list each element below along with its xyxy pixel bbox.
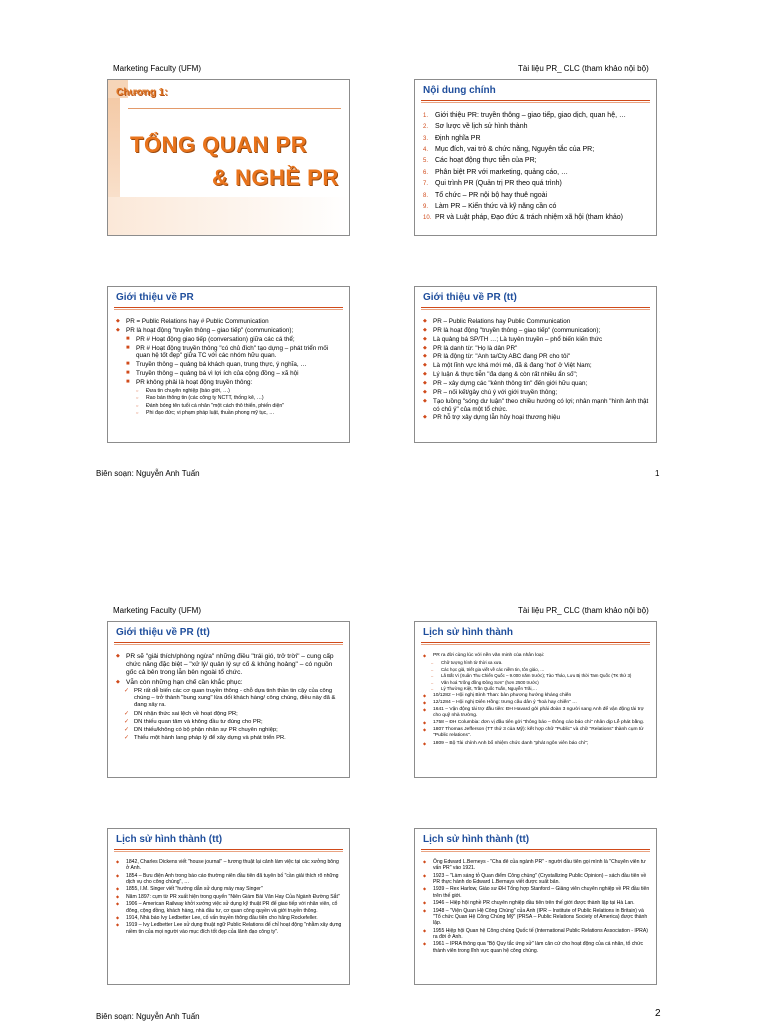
list-item: ■ PR # Hoạt động giao tiếp (conversation) giữa các cá thể;: [126, 335, 295, 343]
list-item: ◆ Vẫn còn những hạn chế cần khắc phục:: [116, 678, 243, 686]
header-right: Tài liệu PR_ CLC (tham khảo nội bộ): [518, 606, 649, 615]
divider: [421, 102, 650, 103]
slide-heading: Giới thiệu về PR: [116, 292, 194, 303]
list-item: ◆ PR – nối kết/gây chú ý với giới truyền thông;: [423, 388, 558, 396]
list-item: 4. Mục đích, vai trò & chức năng, Nguyên tắc của PR;: [423, 146, 595, 154]
list-item: ◆ PR sẽ "giải thích/phòng ngừa" những điều "trái gió, trở trời" – cung cấp chức năng đặc biệt – "xử lý/ quản lý sự cố & khủng hoảng" – có nguồn gốc cả bên trong lẫn bên ngoài tổ chức.: [116, 653, 334, 677]
list-item: ◆ 1939 – Rex Harlow, Giáo sư ĐH Tổng hợp Stanford – Giảng viên chuyên nghiệp về PR đầu tiên trên thế giới.: [423, 886, 650, 899]
header-left: Marketing Faculty (UFM): [113, 606, 202, 615]
header-right: Tài liệu PR_ CLC (tham khảo nội bộ): [518, 64, 649, 73]
divider: [114, 307, 343, 308]
divider: [421, 100, 650, 101]
list-item: ◆ 1955 Hiệp hội Quan hệ Công chúng Quốc tế (International Public Relations Association - IPRA) ra đời ở Anh.: [423, 927, 648, 940]
list-item: ○ Phi đạo đức; vi phạm pháp luật, thuần phong mỹ tục, …: [136, 410, 275, 417]
list-item: ◆ PR là danh từ: "Họ là dân PR": [423, 344, 518, 352]
divider: [421, 642, 650, 643]
list-item: ◆ 1809 – Bộ Tài chính Anh bổ nhiệm chức danh "phát ngôn viên báo chí";: [423, 740, 589, 746]
page-number: 2: [655, 1008, 661, 1019]
list-item: ■ PR không phải là hoạt động truyền thông:: [126, 379, 253, 387]
list-item: ◆ 1758 – ĐH Columbia: đơn vị đầu tiên gởi "thông báo – thông cáo báo chí" nhân dịp Lễ phát bằng.: [423, 720, 645, 726]
list-item: ■ Truyền thông – quảng bá vì lợi ích của cộng đồng – xã hội: [126, 370, 299, 378]
footer-author: Biên soạn: Nguyễn Anh Tuấn: [96, 1012, 200, 1021]
list-item: ◆ 1923 – "Làm sáng tỏ Quan điểm Công chúng" (Crystallizing Public Opinion) – sách đầu tiên về PR thực hành do Edward L.Bernays viết được xuất bản.: [423, 872, 647, 886]
list-item: ■ Truyền thông – quảng bá khách quan, trung thực, ý nghĩa, …: [126, 361, 307, 369]
slide-heading: Giới thiệu về PR (tt): [116, 627, 210, 638]
list-item: ◆ 1906 – American Railway khởi xướng việc sử dụng kỹ thuật PR để giao tiếp với nhân viên, cổ đông, cộng đồng, khách hàng, nhà đầu tư, cơ quan công quyền và giới truyền thông.: [116, 901, 338, 914]
list-item: ◆ Ông Edward L.Berneys - "Cha đẻ của ngành PR" - người đầu tiên gọi mình là "Chuyên viên tư vấn PR" vào 1921.: [423, 859, 646, 872]
slide-heading: Nội dung chính: [423, 85, 496, 96]
divider: [421, 307, 650, 308]
list-item: ◆ Lý luận & thực tiễn "đa dạng & còn rất nhiều ẩn số";: [423, 371, 578, 379]
list-item: – Lã Bất Vi (Xuân Thu Chiến Quốc – 9.000 năm trước); Tào Tháo, Lưu Bị thời Tam Quốc (TK thứ 3): [431, 673, 632, 679]
slide-history-cont: [107, 828, 350, 985]
divider: [421, 849, 650, 850]
list-item: – Lý Thường Kiệt, Trần Quốc Tuấn, Nguyễn Trãi,…: [431, 686, 538, 692]
slide-title: [107, 79, 350, 236]
list-item: – Chữ tượng hình từ thời xa xưa.: [431, 660, 503, 666]
list-item: 7. Qui trình PR (Quản trị PR theo quá trình): [423, 180, 562, 188]
slide-intro-pr-cont: [414, 286, 657, 443]
slide-heading: Lịch sử hình thành: [423, 627, 514, 638]
page-number: 1: [655, 469, 660, 478]
list-item: ✓ DN thiếu quan tâm và không đầu tư đúng cho PR;: [124, 718, 263, 725]
list-item: ◆ PR là động từ: "Anh ta/Cty ABC đang PR cho tôi": [423, 353, 571, 361]
divider: [114, 851, 343, 852]
list-item: ◆ Năm 1897: cụm từ PR xuất hiện trong quyển "Niên Giám Bài Văn Hay Của Ngành Đường Sắt": [116, 893, 340, 900]
list-item: ○ Đánh bóng tên tuổi cá nhân "một cách thô thiển, phiến diện": [136, 402, 285, 409]
list-item: – Các học giả, triết gia viết về các niềm tin, tôn giáo, …: [431, 666, 545, 672]
list-item: 3. Định nghĩa PR: [423, 134, 481, 142]
list-item: ◆ 1946 – Hiệp hội nghề PR chuyên nghiệp đầu tiên trên thế giới được thành lập tại Hà Lan.: [423, 900, 635, 907]
list-item: ◆ 10/1282 – Hội nghị Bình Than: bàn phương hướng kháng chiến: [423, 692, 572, 698]
list-item: ◆ PR là hoạt động "truyền thông – giao tiếp" (communication);: [116, 326, 294, 334]
list-item: ✓ PR rất dễ biến các cơ quan truyền thông - chỗ dựa tinh thần tin cậy của công chúng – trở thành "bung xung" lừa dối khách hàng/ công chúng, điều này đã & đang xảy ra.: [124, 687, 336, 709]
slide-history: [414, 621, 657, 778]
slide-contents: [414, 79, 657, 236]
list-item: ◆ 1854 – Bưu điện Anh trong báo cáo thường niên đầu tiên đã tuyên bố "cần giải thích rõ những dịch vụ cho công chúng", …: [116, 872, 339, 886]
list-item: ◆ 1961 – IPRA thông qua "Bộ Quy tắc ứng xử" làm căn cứ cho hoạt động của cá nhân, tổ chức thành viên trong lĩnh vực quan hệ công chúng.: [423, 941, 644, 954]
slide-intro-pr: [107, 286, 350, 443]
list-item: ◆ Tạo luồng "sóng dư luận" theo chiều hướng có lợi; nhân mạnh "hình ảnh thật có chủ ý" của một tổ chức.: [423, 397, 649, 413]
slide-intro-pr-cont-2: [107, 621, 350, 778]
decor-gradient: [108, 197, 349, 235]
divider: [114, 849, 343, 850]
list-item: ◆ 1919 – Ivy Ledbetter Lee sử dụng thuật ngữ Public Relations để chỉ hoạt động "nhằm xây dựng niềm tin của mọi người vào mục đích tốt đẹp của lãnh đạo công ty".: [116, 922, 342, 935]
list-item: ✓ DN thiếu/không có bộ phận nhân sự PR chuyên nghiệp;: [124, 727, 278, 734]
divider: [421, 644, 650, 645]
list-item: ◆ 1914, Nhà báo Ivy Ledbetter Lee, cố vấn truyền thông đầu tiên cho hãng Rockefeller.: [116, 914, 318, 921]
list-item: 5. Các hoạt động thực tiễn của PR;: [423, 157, 537, 165]
list-item: 1. Giới thiệu PR: truyền thông – giao tiếp, giao dịch, quan hệ, …: [423, 112, 626, 119]
slide-heading: Lịch sử hình thành (tt): [423, 834, 530, 845]
list-item: ◆ PR – Public Relations hay Public Communication: [423, 318, 571, 325]
list-item: ◆ 1842, Charles Dickens viết "house journal" – tương thuật lại cảnh làm việc tại các xưởng bông ở Anh.: [116, 859, 339, 872]
list-item: 8. Tổ chức – PR nội bộ hay thuê ngoài: [423, 191, 548, 199]
slide-history-cont-2: [414, 828, 657, 985]
list-item: ◆ 1641 – Vận động tài trợ đầu tiên: ĐH Havard gởi phái đoàn 3 người sang Anh để vận động tài trợ cho quỹ nhà trường.: [423, 706, 644, 718]
decor-line: [128, 108, 341, 109]
list-item: ■ PR # Hoạt động truyền thông "có chủ đích" tạo dựng – phát triển mối quan hệ tốt đẹp" giữa TC với các nhóm hữu quan.: [126, 344, 329, 360]
slide-heading: Giới thiệu về PR (tt): [423, 292, 517, 303]
list-item: ✓ Thiếu một hành lang pháp lý để xây dựng và phát triển PR.: [124, 735, 286, 742]
list-item: ◆ 12/1284 – Hội nghị Diên Hồng: trưng cầu dân ý "hoà hay chiến" …: [423, 699, 578, 705]
header-left: Marketing Faculty (UFM): [113, 64, 202, 73]
divider: [114, 642, 343, 643]
list-item: ✓ DN nhận thức sai lệch về hoạt động PR;: [124, 710, 238, 717]
divider: [421, 309, 650, 310]
list-item: ◆ 1807 Thomas Jefferson (TT thứ 3 của Mỹ): kết hợp chữ "Public" và chữ "Relations" thành cụm từ "Public relations".: [423, 727, 644, 739]
list-item: 2. Sơ lược về lịch sử hình thành: [423, 123, 528, 131]
slide-heading: Lịch sử hình thành (tt): [116, 834, 223, 845]
list-item: 9. Làm PR – Kiến thức và kỹ năng cần có: [423, 202, 557, 210]
divider: [114, 309, 343, 310]
title-line-2: & NGHỀ PR: [212, 165, 339, 190]
list-item: ◆ PR là hoạt động "truyền thông – giao tiếp" (communication);: [423, 326, 601, 334]
list-item: 10. PR và Luật pháp, Đạo đức & trách nhiệm xã hội (tham khảo): [423, 214, 623, 222]
divider: [421, 851, 650, 852]
list-item: ◆ 1948 – "Viện Quan Hệ Công Chúng" của Anh (IPR – Institute of Public Relations in Britain) và "Tổ chức Quan Hệ Công Chúng Mỹ" (PRSA – Public Relations Society of America) được thành lập.: [423, 907, 648, 927]
list-item: ◆ PR ra đời cùng lúc với nền văn minh của nhân loại:: [423, 653, 545, 658]
list-item: ◆ 1855, I.M. Singer viết "hướng dẫn sử dụng máy may Singer": [116, 886, 263, 893]
list-item: ◆ Là quảng bá SP/TH …; Là tuyên truyền – phổ biến kiến thức: [423, 335, 603, 343]
title-line-1: TỔNG QUAN PR: [130, 132, 308, 157]
list-item: ◆ PR – xây dựng các "kênh thông tin" đến giới hữu quan;: [423, 380, 588, 388]
chapter-label: Chương 1:: [116, 87, 168, 98]
list-item: ○ Đưa tin chuyên nghiệp (báo giới, …): [136, 387, 230, 394]
list-item: ◆ PR hỗ trợ xây dựng lẫn hủy hoại thương hiệu: [423, 414, 560, 422]
list-item: ○ Rao bán thông tin (các công ty NCTT, thống kê, …): [136, 395, 264, 402]
list-item: – Văn hoá "trống đồng Đông Sơn" (hơn 2500 trước): [431, 679, 539, 685]
divider: [114, 644, 343, 645]
list-item: ◆ PR = Public Relations hay # Public Communication: [116, 318, 269, 325]
list-item: ◆ Là một lĩnh vực khá mới mẻ, đã & đang 'hot' ở Việt Nam;: [423, 362, 592, 370]
footer-author: Biên soạn: Nguyễn Anh Tuấn: [96, 469, 200, 478]
list-item: 6. Phân biệt PR với marketing, quảng cáo, …: [423, 168, 568, 176]
